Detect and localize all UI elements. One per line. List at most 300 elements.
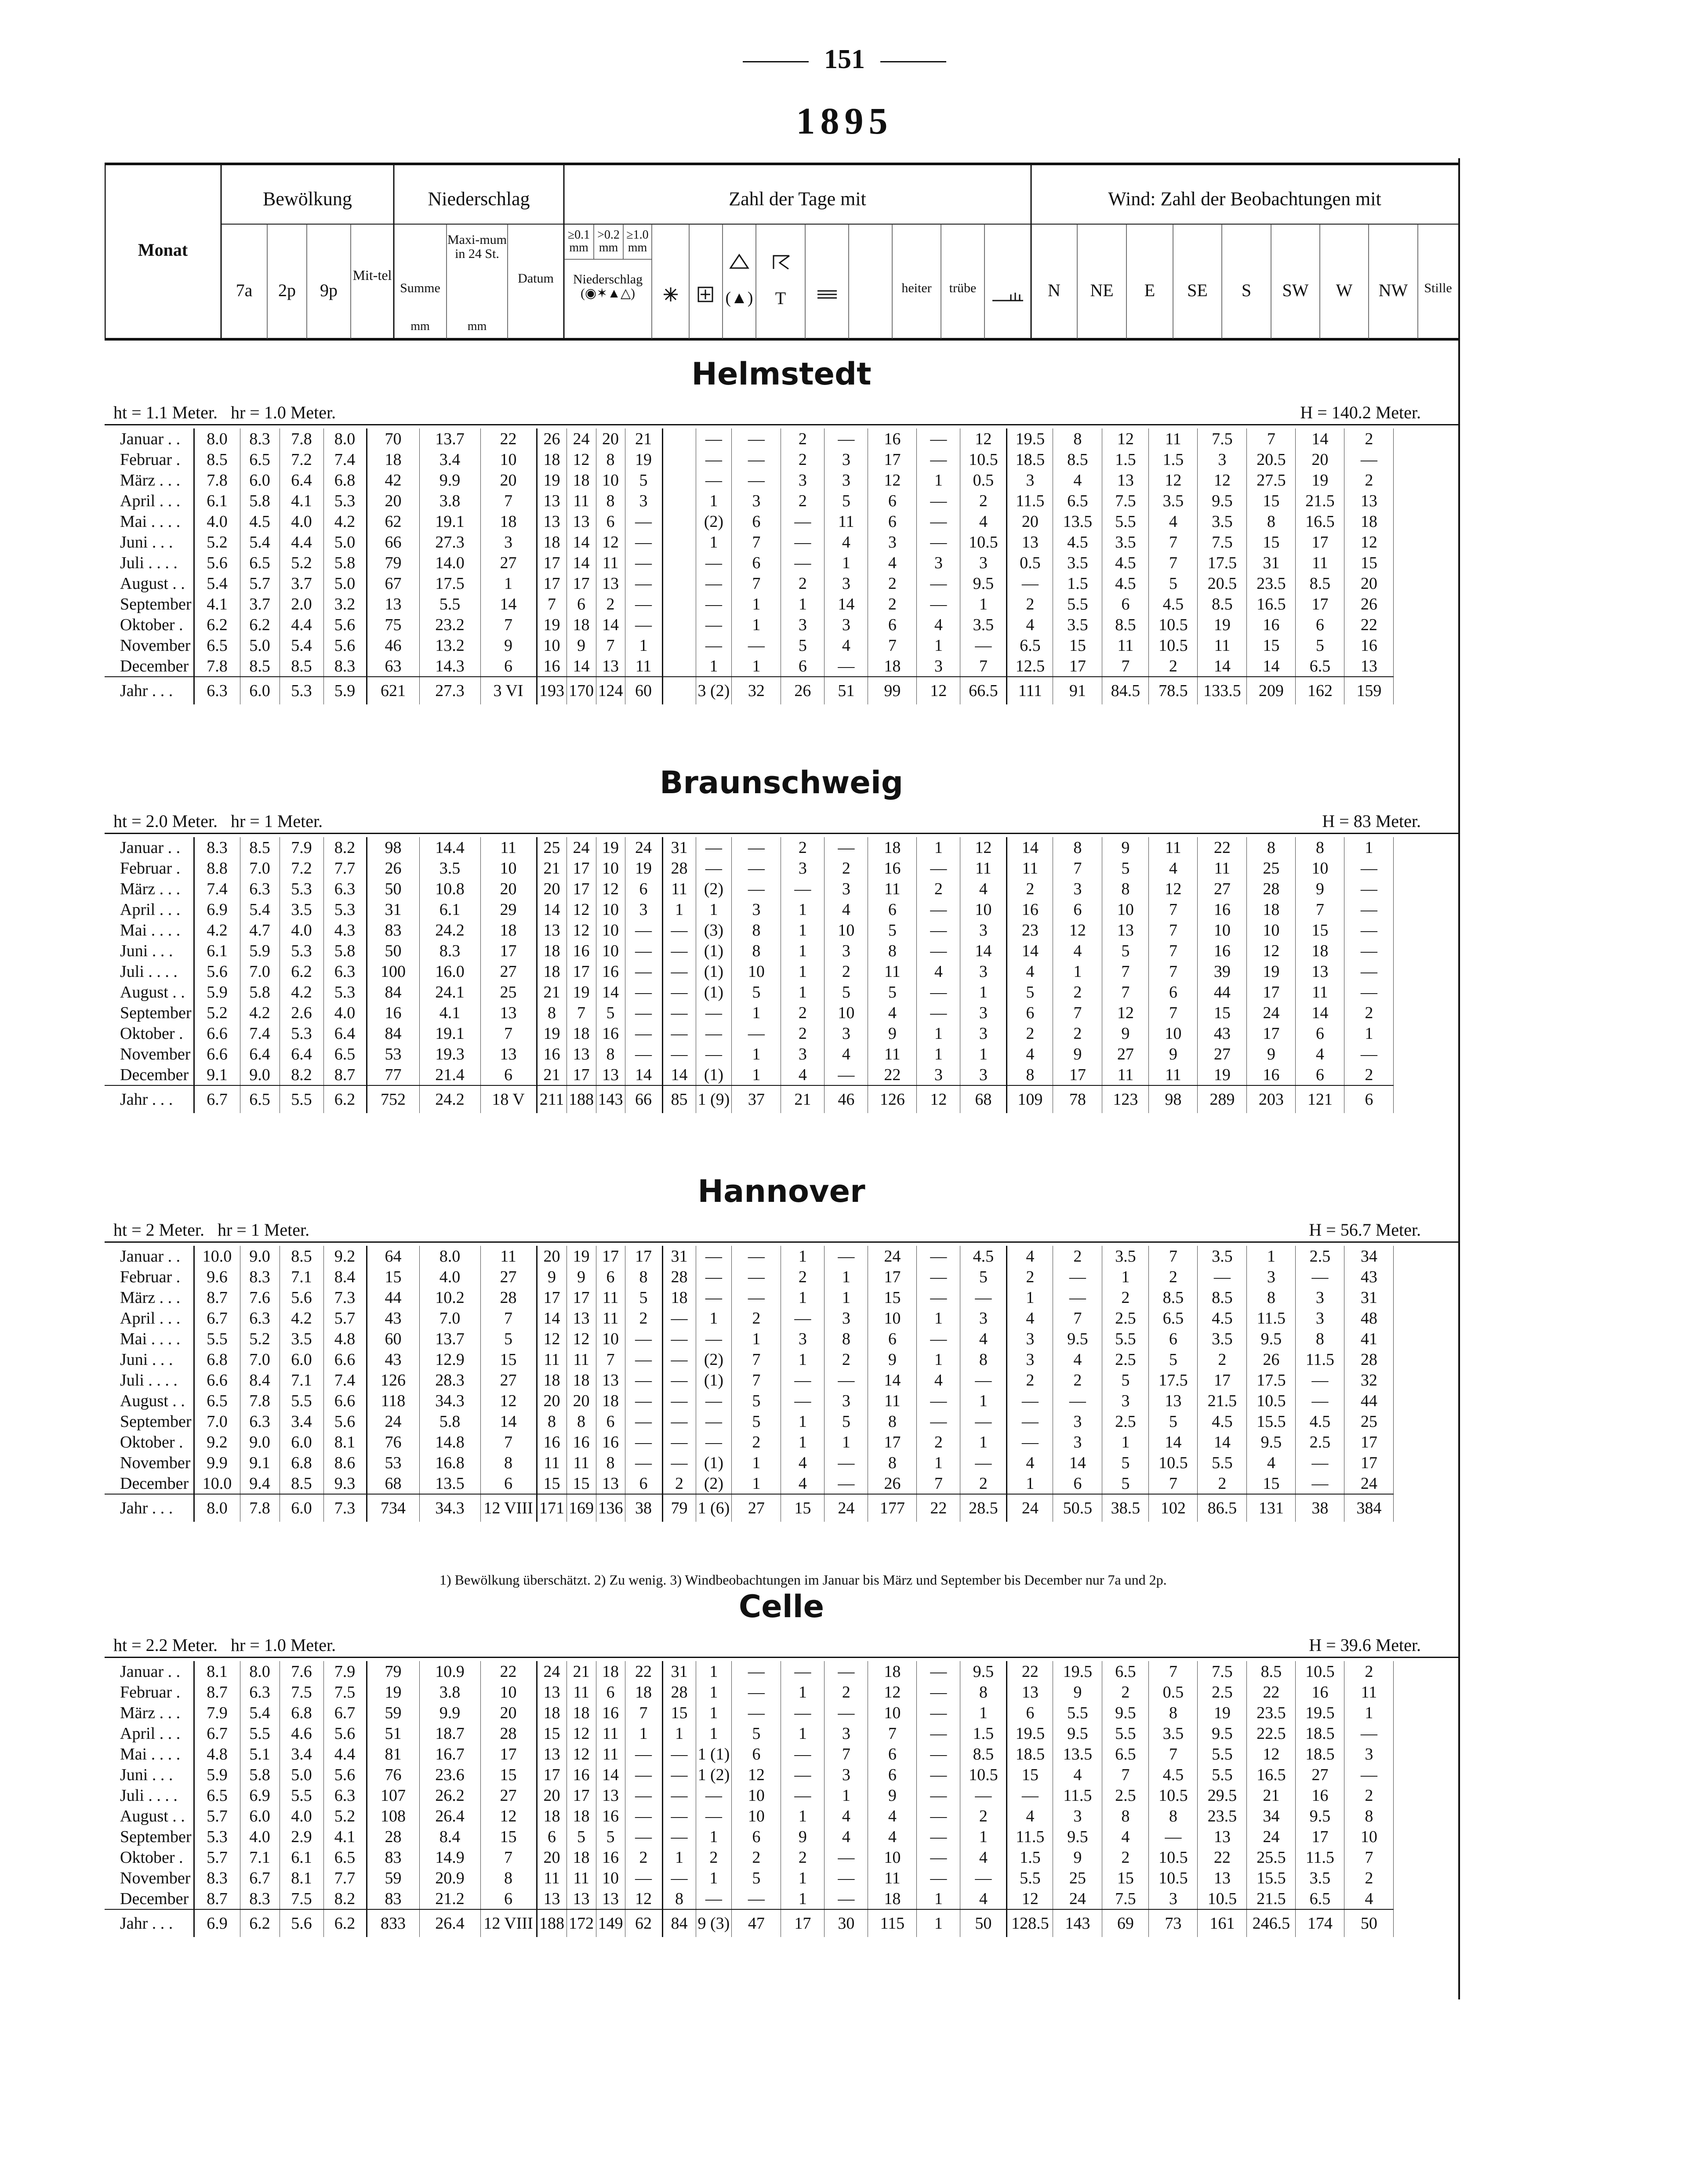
- right-rule: [1458, 158, 1460, 1999]
- table-cell: 14: [662, 1064, 696, 1085]
- table-cell: 4: [1007, 1044, 1053, 1064]
- table-cell: 1: [1344, 837, 1394, 858]
- header-wind-sw: SW: [1282, 280, 1309, 300]
- table-cell: 6.4: [280, 1044, 323, 1064]
- table-cell: 3.4: [280, 1411, 323, 1432]
- table-cell: —: [625, 1023, 662, 1044]
- table-cell: —: [696, 449, 732, 470]
- table-cell: 2: [1007, 1370, 1053, 1390]
- table-cell: 20.5: [1247, 449, 1296, 470]
- table-cell: 3: [1053, 878, 1102, 899]
- table-cell: 1 (2): [696, 1764, 732, 1785]
- table-cell: 7: [1149, 1246, 1198, 1266]
- table-cell: 8: [567, 1411, 596, 1432]
- table-cell: 6.2: [240, 614, 280, 635]
- station-altitude: H = 56.7 Meter.: [1309, 1220, 1421, 1240]
- table-cell: 14: [1149, 1432, 1198, 1452]
- table-cell: —: [825, 1702, 868, 1723]
- table-cell: 6.3: [323, 1785, 367, 1806]
- header-threshold-02: >0.2 mm: [597, 228, 620, 255]
- table-cell: 7: [1102, 961, 1149, 982]
- table-row: [105, 837, 1434, 858]
- table-cell: 13: [1102, 470, 1149, 490]
- table-cell: 13: [1149, 1390, 1198, 1411]
- jahr-row: [105, 677, 1434, 704]
- table-cell: 19: [537, 1023, 567, 1044]
- table-row: [105, 635, 1434, 656]
- table-cell: 34: [1247, 1806, 1296, 1826]
- table-cell: —: [732, 1246, 781, 1266]
- table-cell: 7.8: [240, 1390, 280, 1411]
- table-cell: 5.7: [194, 1806, 240, 1826]
- table-cell: 11: [625, 656, 662, 677]
- table-cell: 20.9: [419, 1868, 480, 1888]
- table-cell: 1: [781, 1888, 825, 1909]
- table-cell: 27: [480, 961, 537, 982]
- table-cell: 11: [567, 1452, 596, 1473]
- table-cell: —: [960, 1411, 1007, 1432]
- table-cell: —: [1198, 1266, 1247, 1287]
- table-cell: 1: [781, 1432, 825, 1452]
- table-cell: —: [732, 1661, 781, 1682]
- table-cell: 1: [1053, 961, 1102, 982]
- table-cell: 27: [480, 1785, 537, 1806]
- table-cell: 2: [1344, 428, 1394, 449]
- table-cell: 3: [1053, 1411, 1102, 1432]
- table-cell: —: [696, 573, 732, 594]
- table-cell: —: [625, 961, 662, 982]
- table-cell: 17: [537, 573, 567, 594]
- table-cell: 5: [596, 1826, 625, 1847]
- table-cell: 13: [367, 594, 419, 614]
- table-cell: —: [732, 1888, 781, 1909]
- table-cell: 124: [596, 677, 625, 704]
- table-cell: 9.5: [1198, 1723, 1247, 1744]
- table-cell: —: [917, 511, 960, 532]
- table-cell: 1 (1): [696, 1744, 732, 1764]
- table-cell: —: [625, 532, 662, 552]
- table-cell: 7.1: [280, 1266, 323, 1287]
- table-cell: 23.5: [1198, 1806, 1247, 1826]
- month-label: Januar . .: [105, 1661, 194, 1682]
- table-cell: 1: [781, 961, 825, 982]
- table-cell: 123: [1102, 1085, 1149, 1113]
- table-cell: 12: [596, 532, 625, 552]
- table-cell: 5.2: [323, 1806, 367, 1826]
- table-cell: —: [625, 1744, 662, 1764]
- table-cell: 81: [367, 1744, 419, 1764]
- table-cell: —: [917, 1411, 960, 1432]
- table-cell: —: [825, 1370, 868, 1390]
- table-cell: [662, 656, 696, 677]
- table-cell: 7: [1102, 1764, 1149, 1785]
- table-cell: 10.5: [960, 532, 1007, 552]
- table-cell: 10: [1149, 1023, 1198, 1044]
- table-cell: 289: [1198, 1085, 1247, 1113]
- table-cell: 10.5: [1247, 1390, 1296, 1411]
- table-cell: 10: [1198, 920, 1247, 940]
- table-cell: 9.5: [1102, 1702, 1149, 1723]
- month-label: Juli . . . .: [105, 1785, 194, 1806]
- header-niederschlag-types: Niederschlag (◉✶▲△): [573, 272, 643, 301]
- table-cell: —: [696, 594, 732, 614]
- table-cell: 2: [1007, 1023, 1053, 1044]
- table-cell: 10.9: [419, 1661, 480, 1682]
- table-cell: 14: [596, 614, 625, 635]
- table-cell: 8: [1149, 1806, 1198, 1826]
- table-cell: 5.5: [1102, 1328, 1149, 1349]
- month-label: April . . .: [105, 1723, 194, 1744]
- table-cell: —: [662, 961, 696, 982]
- table-cell: 1: [1102, 1432, 1149, 1452]
- table-cell: 1: [917, 1452, 960, 1473]
- table-cell: 8.0: [194, 1494, 240, 1522]
- table-cell: 7.5: [280, 1888, 323, 1909]
- table-cell: 9: [537, 1266, 567, 1287]
- table-cell: 143: [596, 1085, 625, 1113]
- table-cell: 6.6: [194, 1023, 240, 1044]
- table-cell: —: [732, 858, 781, 878]
- table-cell: 14: [480, 594, 537, 614]
- table-cell: 5: [1102, 940, 1149, 961]
- table-cell: 7.3: [323, 1287, 367, 1308]
- table-cell: 23.6: [419, 1764, 480, 1785]
- table-cell: 17: [1296, 1826, 1344, 1847]
- table-cell: 19: [537, 614, 567, 635]
- month-label: August . .: [105, 982, 194, 1002]
- table-row: [105, 1661, 1434, 1682]
- table-cell: 5.3: [323, 490, 367, 511]
- month-label: September: [105, 1002, 194, 1023]
- table-cell: 4: [960, 1847, 1007, 1868]
- table-cell: —: [917, 594, 960, 614]
- table-cell: 17: [1053, 1064, 1102, 1085]
- table-cell: 38.5: [1102, 1494, 1149, 1522]
- table-cell: 27: [1198, 878, 1247, 899]
- table-cell: 6: [1149, 1328, 1198, 1349]
- table-cell: 13: [537, 490, 567, 511]
- table-cell: 1: [732, 1452, 781, 1473]
- table-cell: —: [781, 1744, 825, 1764]
- table-cell: 4: [960, 1328, 1007, 1349]
- table-cell: 16: [1344, 635, 1394, 656]
- table-cell: 19.5: [1007, 428, 1053, 449]
- table-cell: —: [781, 1370, 825, 1390]
- table-cell: 8: [732, 940, 781, 961]
- table-cell: 4: [1007, 1806, 1053, 1826]
- table-cell: 136: [596, 1494, 625, 1522]
- footnote: 1) Bewölkung überschätzt. 2) Zu wenig. 3) Windbeobachtungen im Januar bis März und September bis December nur 7a und 2p.: [440, 1572, 1167, 1588]
- table-cell: 5.5: [194, 1328, 240, 1349]
- table-cell: —: [625, 1044, 662, 1064]
- table-cell: [662, 614, 696, 635]
- table-cell: 6.1: [419, 899, 480, 920]
- station-table: [105, 1661, 1434, 1937]
- table-cell: 7.4: [323, 449, 367, 470]
- table-cell: 4: [1344, 1888, 1394, 1909]
- table-cell: 5.6: [194, 961, 240, 982]
- table-cell: 1: [960, 1826, 1007, 1847]
- table-cell: —: [732, 635, 781, 656]
- table-cell: 11: [596, 1308, 625, 1328]
- table-cell: —: [825, 1868, 868, 1888]
- table-cell: 1: [917, 1909, 960, 1937]
- table-cell: 10.5: [960, 449, 1007, 470]
- table-cell: 5.6: [280, 1287, 323, 1308]
- table-cell: 17: [781, 1909, 825, 1937]
- table-cell: 111: [1007, 677, 1053, 704]
- table-cell: 1: [1102, 1266, 1149, 1287]
- year-heading: 1895: [796, 100, 893, 142]
- table-cell: 9: [1053, 1044, 1102, 1064]
- table-cell: 5.5: [1198, 1744, 1247, 1764]
- table-cell: 15: [1053, 635, 1102, 656]
- table-cell: 26: [537, 428, 567, 449]
- table-cell: —: [917, 1328, 960, 1349]
- snow-icon: [664, 287, 678, 301]
- table-cell: 10: [596, 899, 625, 920]
- table-cell: 8: [960, 1349, 1007, 1370]
- table-cell: 18: [567, 614, 596, 635]
- ht-value: ht = 1.1 Meter.: [113, 403, 218, 422]
- table-cell: —: [696, 1246, 732, 1266]
- table-cell: 2: [625, 1847, 662, 1868]
- month-label: Juni . . .: [105, 532, 194, 552]
- table-cell: 14: [1198, 1432, 1247, 1452]
- table-cell: 7.7: [323, 1868, 367, 1888]
- table-cell: 7.7: [323, 858, 367, 878]
- table-cell: 6.0: [280, 1432, 323, 1452]
- table-cell: 2.5: [1296, 1246, 1344, 1266]
- table-cell: 4: [1007, 614, 1053, 635]
- table-cell: 11: [825, 511, 868, 532]
- table-cell: 17: [1247, 982, 1296, 1002]
- table-cell: 6.5: [323, 1044, 367, 1064]
- table-cell: 41: [1344, 1328, 1394, 1349]
- table-cell: 12: [1198, 470, 1247, 490]
- table-cell: 3: [781, 858, 825, 878]
- table-cell: 5: [868, 982, 917, 1002]
- table-cell: 8.5: [1053, 449, 1102, 470]
- table-cell: 25: [537, 837, 567, 858]
- table-cell: 17: [868, 1432, 917, 1452]
- station-table: [105, 1246, 1434, 1522]
- table-cell: —: [917, 449, 960, 470]
- table-cell: 23.2: [419, 614, 480, 635]
- table-cell: 6.9: [194, 1909, 240, 1937]
- table-cell: 1: [625, 635, 662, 656]
- table-cell: 100: [367, 961, 419, 982]
- table-cell: 7.5: [1198, 428, 1247, 449]
- table-cell: 5: [732, 1723, 781, 1744]
- table-cell: 6.1: [194, 940, 240, 961]
- table-cell: 11: [1198, 858, 1247, 878]
- table-cell: 1: [825, 1287, 868, 1308]
- table-cell: 9: [1296, 878, 1344, 899]
- table-cell: —: [732, 428, 781, 449]
- month-label: März . . .: [105, 878, 194, 899]
- table-cell: 9: [1102, 837, 1149, 858]
- table-cell: 8: [596, 449, 625, 470]
- table-cell: 68: [960, 1085, 1007, 1113]
- table-cell: 1: [960, 982, 1007, 1002]
- table-cell: 18: [596, 1390, 625, 1411]
- table-cell: 7: [480, 1023, 537, 1044]
- table-cell: 7.2: [280, 449, 323, 470]
- table-cell: 43: [1344, 1266, 1394, 1287]
- table-cell: 11: [1102, 635, 1149, 656]
- table-cell: 1: [732, 614, 781, 635]
- table-cell: —: [917, 1682, 960, 1702]
- table-row: [105, 428, 1434, 449]
- table-cell: 209: [1247, 677, 1296, 704]
- table-cell: 99: [868, 677, 917, 704]
- month-label: Jahr . . .: [105, 677, 194, 704]
- table-cell: —: [1296, 1452, 1344, 1473]
- table-cell: 0.5: [960, 470, 1007, 490]
- table-cell: 5.2: [194, 532, 240, 552]
- table-cell: —: [1007, 1390, 1053, 1411]
- table-cell: —: [662, 1764, 696, 1785]
- table-cell: 26: [1247, 1349, 1296, 1370]
- table-cell: —: [917, 1002, 960, 1023]
- table-cell: 4.5: [1102, 552, 1149, 573]
- header-wind-nw: NW: [1378, 280, 1408, 300]
- month-label: December: [105, 1473, 194, 1494]
- table-cell: 24: [868, 1246, 917, 1266]
- table-cell: 43: [1198, 1023, 1247, 1044]
- table-cell: —: [662, 1432, 696, 1452]
- table-cell: 7: [1053, 1308, 1102, 1328]
- table-cell: 4: [781, 1473, 825, 1494]
- table-cell: 27: [480, 1370, 537, 1390]
- table-cell: 8.5: [280, 656, 323, 677]
- table-cell: 20: [567, 1390, 596, 1411]
- table-cell: —: [960, 1868, 1007, 1888]
- table-cell: 8.7: [323, 1064, 367, 1085]
- station-altitude: H = 39.6 Meter.: [1309, 1635, 1421, 1655]
- table-cell: 24: [1247, 1002, 1296, 1023]
- table-cell: 1: [696, 899, 732, 920]
- table-cell: —: [625, 1452, 662, 1473]
- table-cell: 7.5: [323, 1682, 367, 1702]
- table-cell: —: [1344, 878, 1394, 899]
- table-cell: 6.6: [194, 1044, 240, 1064]
- table-cell: —: [625, 1390, 662, 1411]
- table-cell: 10.5: [1149, 1847, 1198, 1868]
- table-cell: —: [825, 837, 868, 858]
- table-row: [105, 470, 1434, 490]
- table-cell: —: [917, 899, 960, 920]
- table-cell: 2: [825, 1349, 868, 1370]
- table-row: [105, 1868, 1434, 1888]
- table-cell: —: [960, 1452, 1007, 1473]
- table-cell: 25: [1247, 858, 1296, 878]
- table-cell: 10: [596, 858, 625, 878]
- table-cell: 47: [732, 1909, 781, 1937]
- table-cell: 9.5: [960, 573, 1007, 594]
- table-cell: —: [625, 920, 662, 940]
- table-cell: —: [662, 1411, 696, 1432]
- table-cell: 20: [537, 1246, 567, 1266]
- table-cell: 6: [868, 1764, 917, 1785]
- month-label: September: [105, 1826, 194, 1847]
- table-cell: 5.8: [323, 552, 367, 573]
- table-cell: 4.0: [280, 1806, 323, 1826]
- table-cell: 7: [1102, 656, 1149, 677]
- table-cell: 15: [1247, 490, 1296, 511]
- table-cell: —: [625, 1370, 662, 1390]
- table-cell: —: [625, 614, 662, 635]
- table-cell: 19.1: [419, 1023, 480, 1044]
- station-name: Braunschweig: [659, 765, 904, 801]
- table-cell: 5: [625, 470, 662, 490]
- month-label: März . . .: [105, 1287, 194, 1308]
- table-cell: —: [625, 511, 662, 532]
- station-ht: [113, 811, 323, 831]
- table-cell: 19.1: [419, 511, 480, 532]
- table-cell: 3: [960, 552, 1007, 573]
- table-cell: 12: [625, 1888, 662, 1909]
- table-cell: 2.5: [1296, 1432, 1344, 1452]
- table-cell: 6.5: [323, 1847, 367, 1868]
- table-cell: —: [1344, 449, 1394, 470]
- table-row: [105, 1432, 1434, 1452]
- table-cell: 17: [567, 961, 596, 982]
- table-cell: 21: [1247, 1785, 1296, 1806]
- table-cell: 12: [567, 1744, 596, 1764]
- table-cell: 4.5: [1149, 594, 1198, 614]
- table-cell: 2: [1053, 1023, 1102, 1044]
- table-cell: 9.5: [1296, 1806, 1344, 1826]
- table-cell: 44: [367, 1287, 419, 1308]
- table-cell: —: [625, 1328, 662, 1349]
- table-cell: 20: [1296, 449, 1344, 470]
- table-cell: 203: [1247, 1085, 1296, 1113]
- month-label: Februar .: [105, 858, 194, 878]
- table-cell: 3: [480, 532, 537, 552]
- table-cell: 14: [567, 532, 596, 552]
- table-cell: 16: [537, 656, 567, 677]
- table-cell: (2): [696, 1349, 732, 1370]
- month-label: December: [105, 656, 194, 677]
- table-cell: 7: [1149, 920, 1198, 940]
- table-cell: 59: [367, 1868, 419, 1888]
- ht-value: ht = 2.0 Meter.: [113, 811, 218, 831]
- month-label: November: [105, 635, 194, 656]
- table-cell: 1: [781, 1287, 825, 1308]
- table-cell: 13: [537, 1682, 567, 1702]
- table-cell: 18: [537, 961, 567, 982]
- hr-value: hr = 1.0 Meter.: [230, 1635, 336, 1655]
- table-cell: 13: [1198, 1826, 1247, 1847]
- table-cell: 1: [1007, 1287, 1053, 1308]
- table-cell: 16: [367, 1002, 419, 1023]
- table-cell: 2.5: [1102, 1349, 1149, 1370]
- table-cell: 10: [960, 899, 1007, 920]
- table-row: [105, 1785, 1434, 1806]
- table-cell: 11: [1149, 837, 1198, 858]
- table-cell: —: [696, 837, 732, 858]
- table-cell: 32: [732, 677, 781, 704]
- header-wind-stille: Stille: [1424, 281, 1452, 295]
- table-cell: 131: [1247, 1494, 1296, 1522]
- table-cell: 17: [596, 1246, 625, 1266]
- table-cell: —: [917, 1744, 960, 1764]
- table-cell: 9.2: [323, 1246, 367, 1266]
- table-cell: 2: [696, 1847, 732, 1868]
- header-zahl-der-tage: Zahl der Tage mit: [729, 188, 866, 210]
